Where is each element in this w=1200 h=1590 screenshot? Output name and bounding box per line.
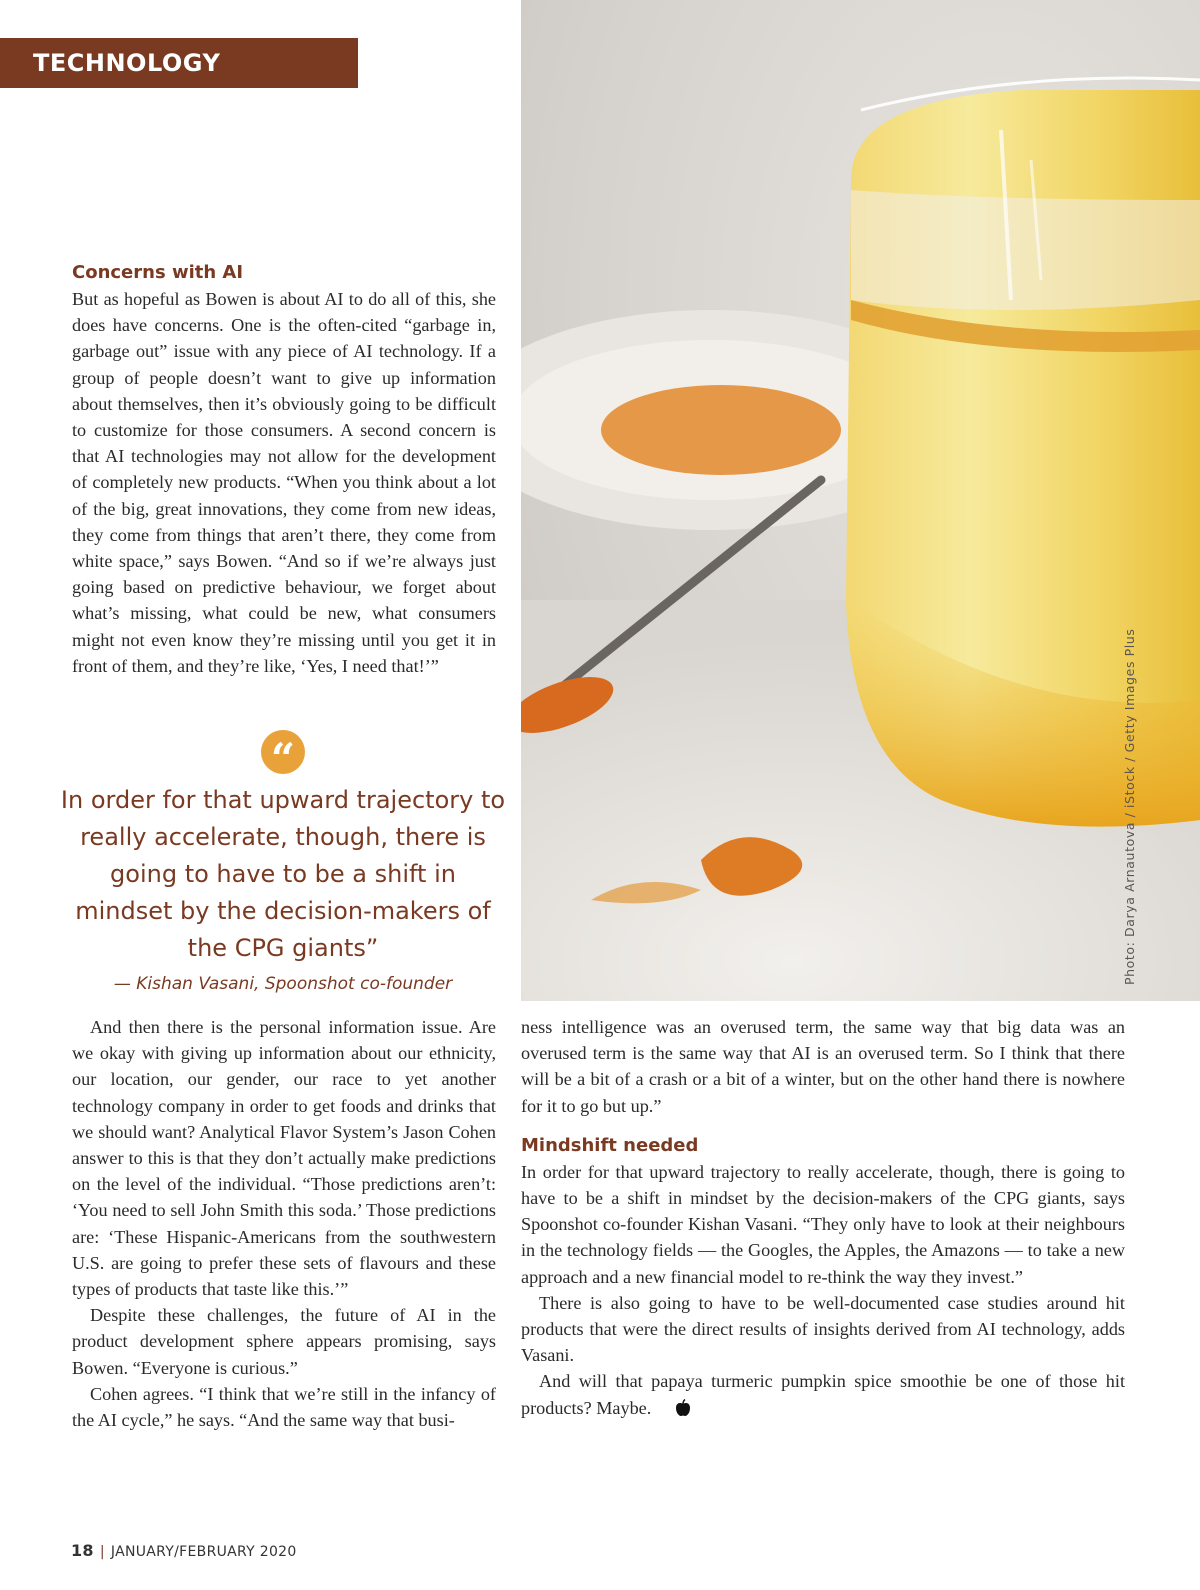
body-paragraph: There is also going to have to be well-documented case studies around hit products that were the direct results of insights derived from AI technology, adds Vasani.	[521, 1292, 1125, 1366]
section-heading: Mindshift needed	[521, 1134, 699, 1156]
page-number: 18	[71, 1541, 94, 1560]
quote-mark-icon: “	[261, 730, 305, 774]
pull-quote-attribution: — Kishan Vasani, Spoonshot co-founder	[113, 974, 453, 994]
left-column-bottom	[72, 1014, 496, 1433]
body-paragraph-final	[521, 1368, 1125, 1423]
body-paragraph: But as hopeful as Bowen is about AI to do all of this, she does have concerns. One is the often-cited “garbage in, garbage out” issue with any piece of AI technology. If a group of people doesn’t want to give up information about themselves, then it’s obviously going to be difficult to customize for those consumers. A second concern is that AI technologies may not allow for the development of completely new products. “When you think about a lot of the big, great innovations, they come from new ideas, they come from things that aren’t there, they come from white space,” says Bowen. “And so if we’re always just going based on predictive behaviour, we forget about what’s missing, what could be new, what consumers might not even know they’re missing until you get it in front of them, and they’re like, ‘Yes, I need that!’”	[72, 289, 496, 676]
body-paragraph: ness intelligence was an overused term, the same way that big data was an overused term is the same way that AI is an overused term. So I think that there will be a bit of a crash or a bit of a winter, but on the other hand there is nowhere for it to go but up.”	[521, 1017, 1125, 1116]
section-label: TECHNOLOGY	[0, 38, 358, 88]
right-column-bottom	[521, 1014, 1125, 1424]
left-column-top	[72, 260, 496, 679]
photo-credit: Photo: Darya Arnautova / iStock / Getty Images Plus	[1122, 628, 1137, 985]
pull-quote: In order for that upward trajectory to really accelerate, though, there is going to have to be a shift in mindset by the decision-makers of the CPG giants”	[60, 786, 506, 962]
turmeric-latte-photo	[521, 0, 1200, 1001]
issue-date: JANUARY/FEBRUARY 2020	[110, 1544, 297, 1560]
body-paragraph: And then there is the personal information issue. Are we okay with giving up information about our ethnicity, our location, our gender, our race to yet another technology company in order to get foods and drinks that we should want? Analytical Flavor System’s Jason Cohen answer to this is that they don’t actually make predictions on the level of the individual. “Those predictions aren’t: ‘You need to sell John Smith this soda.’ Those predictions are: ‘These Hispanic-Americans from the southwestern U.S. are going to prefer these sets of flavours and these types of products that taste like this.’”	[72, 1017, 496, 1300]
section-heading: Concerns with AI	[72, 262, 244, 283]
body-paragraph: In order for that upward trajectory to really accelerate, though, there is going to have to be a shift in mindset by the decision-makers of the CPG giants, says Spoonshot co-founder Kishan Vasani. “They only have to look at their neighbours in the technology fields — the Googles, the Apples, the Amazons — to take a new approach and a new financial model to re-think the way they invest.”	[521, 1161, 1125, 1287]
apple-icon	[657, 1398, 691, 1424]
body-paragraph: Despite these challenges, the future of AI in the product development sphere appears promising, says Bowen. “Everyone is curious.”	[72, 1305, 496, 1378]
body-paragraph: Cohen agrees. “I think that we’re still in the infancy of the AI cycle,” he says. “And the same way that busi-	[72, 1383, 496, 1431]
page-footer	[71, 1541, 297, 1560]
closing-text: And will that papaya turmeric pumpkin spice smoothie be one of those hit products? Maybe.	[521, 1371, 1125, 1418]
footer-separator: |	[99, 1544, 105, 1560]
